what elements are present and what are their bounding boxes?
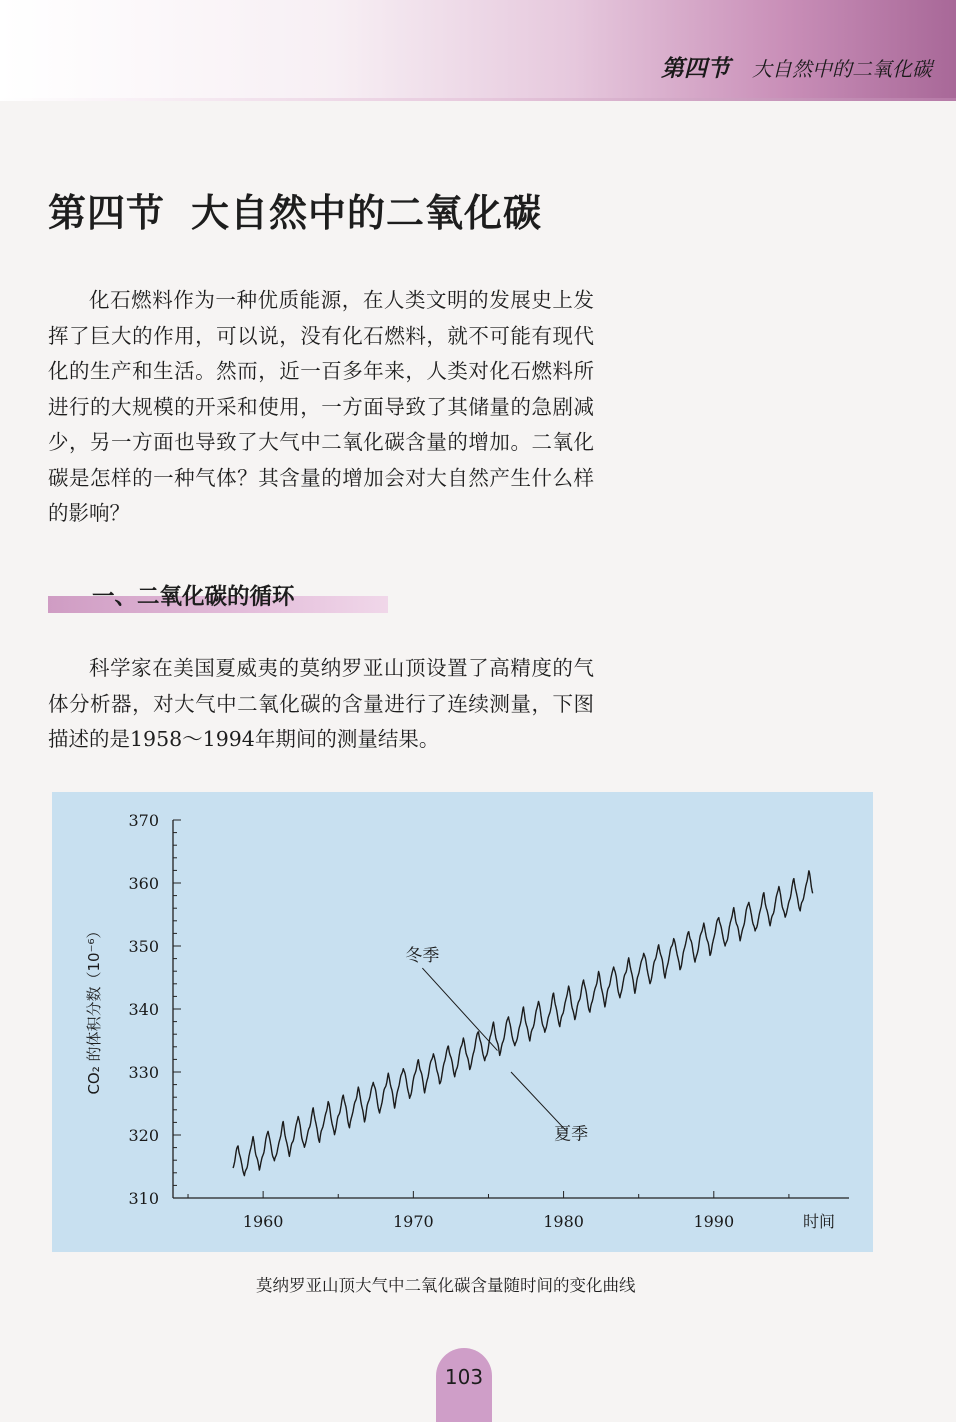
x-axis-label: 时间 (802, 1212, 836, 1231)
y-tick-label: 350 (128, 937, 159, 956)
intro-paragraph: 化石燃料作为一种优质能源，在人类文明的发展史上发挥了巨大的作用，可以说，没有化石燃料，就不可能有现代化的生产和生活。然而，近一百多年来，人类对化石燃料所进行的大规模的开采和使用，一方面导致了其储量的急剧减少，另一方面也导致了大气中二氧化碳含量的增加。二氧化碳是怎样的一种气体？其含量的增加会对大自然产生什么样的影响？ (48, 288, 594, 525)
page-number: 103 (436, 1348, 492, 1422)
co2-chart (52, 792, 873, 1252)
header-divider (0, 98, 956, 101)
body-paragraph: 科学家在美国夏威夷的莫纳罗亚山顶设置了高精度的气体分析器，对大气中二氧化碳的含量进行了连续测量，下图描述的是1958～1994年期间的测量结果。 (48, 656, 594, 751)
x-tick-label: 1960 (242, 1212, 284, 1231)
x-tick-label: 1990 (693, 1212, 735, 1231)
y-tick-label: 320 (128, 1126, 159, 1145)
running-header-section: 第四节 (661, 56, 730, 82)
x-tick-label: 1980 (543, 1212, 584, 1231)
y-tick-label: 310 (128, 1189, 159, 1208)
header-band (0, 0, 956, 98)
annotation-summer: 夏季 (554, 1124, 589, 1145)
annotation-winter-leader (422, 968, 497, 1051)
figure-caption: 莫纳罗亚山顶大气中二氧化碳含量随时间的变化曲线 (256, 1276, 636, 1295)
chart-box (52, 792, 873, 1252)
co2-series-line (233, 871, 813, 1176)
page-title (48, 182, 542, 237)
y-tick-label: 340 (128, 1000, 159, 1019)
section-heading-text: 一、二氧化碳的循环 (92, 584, 295, 610)
page-title-section: 第四节 (48, 190, 166, 235)
y-tick-label: 370 (128, 811, 159, 830)
annotation-winter: 冬季 (405, 946, 440, 967)
running-header (661, 50, 932, 83)
y-tick-label: 360 (128, 874, 159, 893)
section-heading (48, 575, 388, 619)
y-tick-label: 330 (128, 1063, 159, 1082)
y-axis-label: CO₂ 的体积分数（10⁻⁶） (85, 923, 103, 1095)
running-header-subtitle: 大自然中的二氧化碳 (752, 57, 932, 81)
annotation-summer-leader (511, 1072, 567, 1131)
page-title-name: 大自然中的二氧化碳 (191, 190, 543, 235)
x-tick-label: 1970 (392, 1212, 434, 1231)
